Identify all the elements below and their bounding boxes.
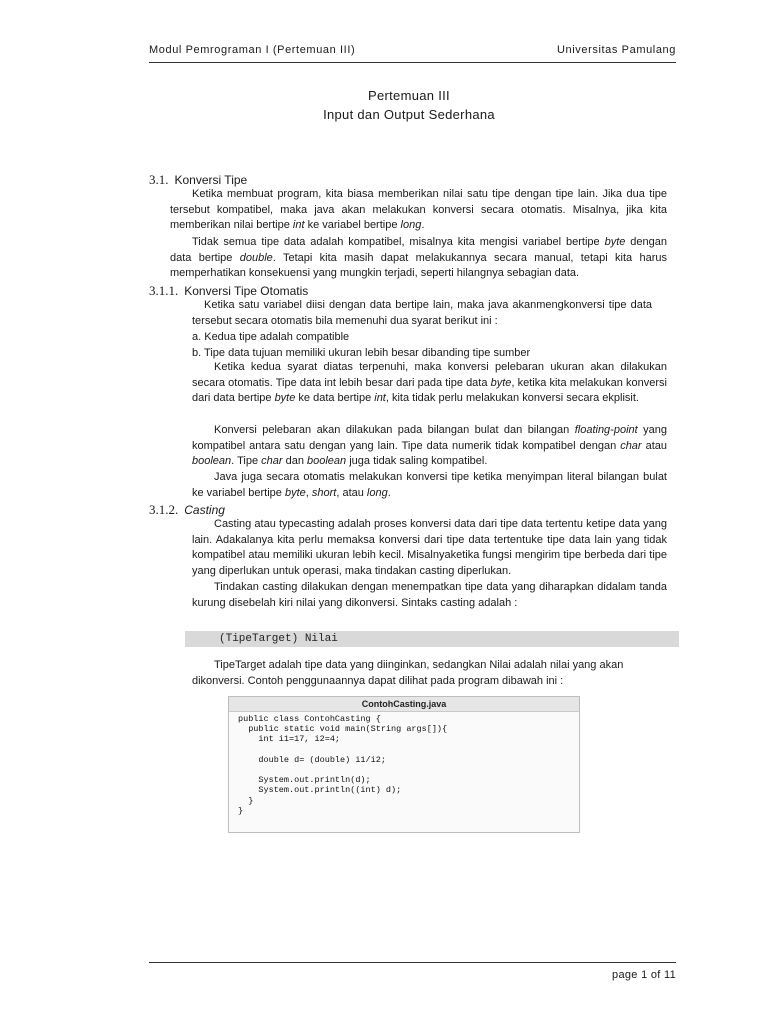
paragraph-3-1-a: Ketika membuat program, kita biasa memberikan nilai satu tipe dengan tipe lain. Jika dua tipe tersebut kompatibel, maka java akan melakukan konversi secara otomatis. Misalnya, jika kita memberikan nilai bertipe int ke variabel bertipe long. <box>170 188 667 232</box>
section-title: Konversi Tipe <box>174 173 248 187</box>
paragraph-3-1-2-c <box>192 658 667 689</box>
paragraph-3-1-2-b: Tindakan casting dilakukan dengan menempatkan tipe data yang diharapkan didalam tanda kurung disebelah kiri nilai yang dikonversi. Sintaks casting adalah : <box>192 581 667 609</box>
page-footer <box>149 962 676 981</box>
section-title: Konversi Tipe Otomatis <box>184 284 309 298</box>
header-module-title: Modul Pemrograman I (Pertemuan III) <box>149 44 356 56</box>
code-listing <box>228 696 580 833</box>
header-university: Universitas Pamulang <box>557 44 676 56</box>
code-filename: ContohCasting.java <box>229 697 579 712</box>
page-header <box>149 44 676 63</box>
chapter-title: Pertemuan III <box>368 88 450 103</box>
section-title: Casting <box>184 503 225 517</box>
section-number: 3.1.1. <box>149 283 179 298</box>
paragraph-3-1-b: Tidak semua tipe data adalah kompatibel, misalnya kita mengisi variabel bertipe byte dengan data bertipe double. Tetapi kita masih dapat melakukannya secara manual, tetapi kita harus memperhatikan konsekuensi yang mungkin terjadi, seperti hilangnya sebagian data. <box>170 236 668 280</box>
code-source: public class ContohCasting { public static void main(String args[]){ int i1=17, i2=4; double d= (double) i1/i2; System.out.println(d); System.out.println((int) d); } } <box>238 714 448 816</box>
paragraph-3-1-1-d: Java juga secara otomatis melakukan konversi tipe ketika menyimpan literal bilangan bulat ke variabel bertipe byte, short, atau long. <box>192 471 667 499</box>
casting-syntax: (TipeTarget) Nilai <box>219 633 338 645</box>
section-3-1-2-heading <box>149 502 225 518</box>
chapter-subtitle: Input dan Output Sederhana <box>323 107 495 122</box>
page-number: page 1 of 11 <box>612 969 676 981</box>
paragraph-3-1-1-a: Ketika satu variabel diisi dengan data bertipe lain, maka java akanmengkonversi tipe data tersebut secara otomatis bila memenuhi dua syarat berikut ini : <box>192 299 652 327</box>
section-3-1-1-heading <box>149 283 308 299</box>
casting-syntax-bar <box>185 631 679 647</box>
paragraph-text: TipeTarget adalah tipe data yang diinginkan, sedangkan Nilai adalah nilai yang akan dikonversi. Contoh penggunaannya dapat dilihat pada program dibawah ini : <box>192 659 624 687</box>
list-item-b: b. Tipe data tujuan memiliki ukuran lebih besar dibanding tipe sumber <box>192 347 531 359</box>
section-number: 3.1.2. <box>149 502 179 517</box>
paragraph-3-1-2-a: Casting atau typecasting adalah proses konversi data dari tipe data tertentu ketipe data yang lain. Adakalanya kita perlu memaksa konversi dari tipe data tertentuke tipe data lain yang tidak kompatibel atau memiliki ukuran lebih kecil. Misalnyaketika fungsi mengirim tipe berbeda dari tipe yang diperlukan untuk operasi, maka tindakan casting diperlukan. <box>192 518 667 577</box>
paragraph-3-1-1-b: Ketika kedua syarat diatas terpenuhi, maka konversi pelebaran ukuran akan dilakukan secara otomatis. Tipe data int lebih besar dari pada tipe data byte, ketika kita melakukan konversi dari data bertipe byte ke data bertipe int, kita tidak perlu melakukan konversi secara ekplisit. <box>192 361 667 405</box>
section-3-1-heading <box>149 172 247 188</box>
section-number: 3.1. <box>149 172 169 187</box>
list-item-a: a. Kedua tipe adalah compatible <box>192 331 350 343</box>
paragraph-3-1-1-c: Konversi pelebaran akan dilakukan pada bilangan bulat dan bilangan floating-point yang kompatibel antara satu dengan yang lain. Tipe data numerik tidak kompatibel dengan char atau boolean. Tipe char dan boolean juga tidak saling kompatibel. <box>192 424 667 468</box>
